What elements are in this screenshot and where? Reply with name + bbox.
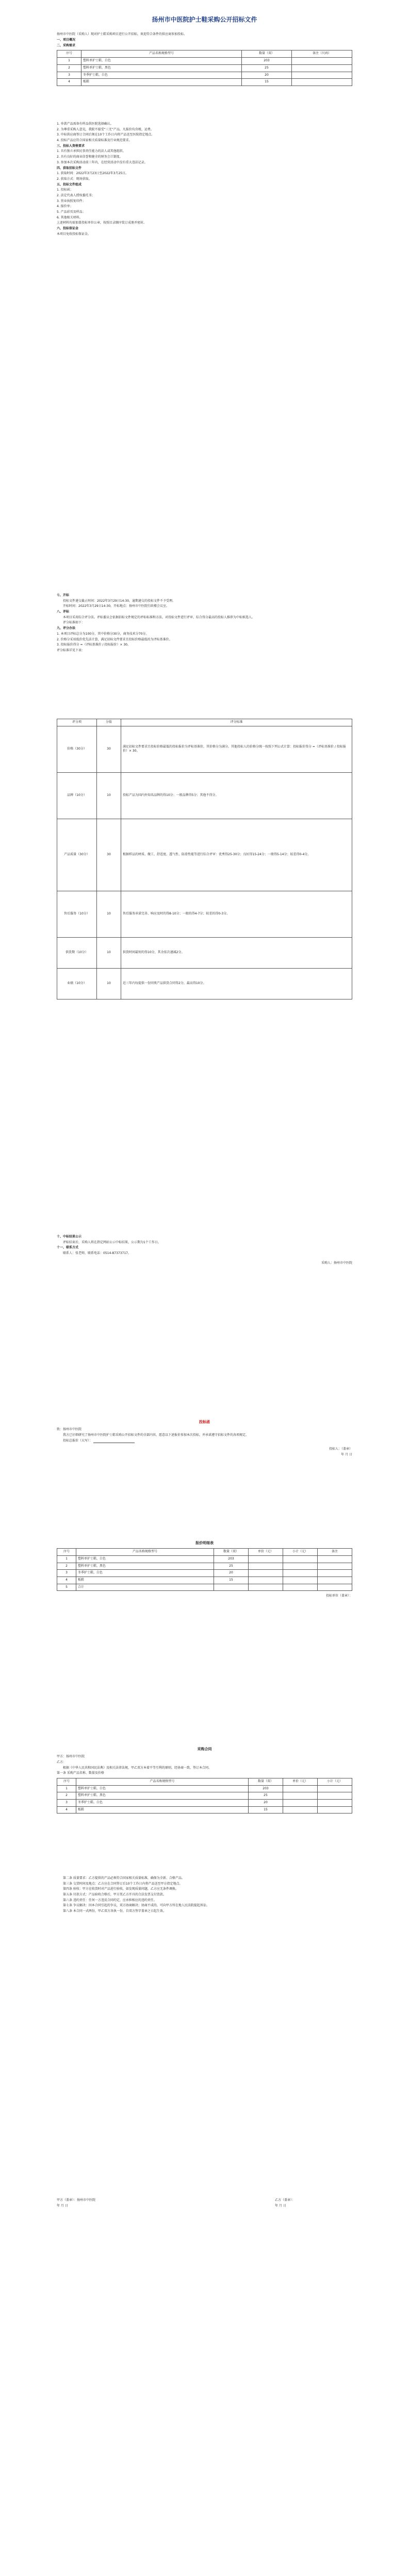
table-cell: 塑料单护士鞋，白色 [76,1555,214,1563]
table-cell: 塑料单护士鞋，黑色 [81,64,242,72]
table-row [57,968,352,999]
signature-line: 乙方（盖章）： [275,2198,296,2202]
table-header-cell: 备注 [318,1549,352,1556]
table-header-cell: 序号 [57,1778,76,1785]
signature-line: 投标单位（盖章）： [325,1594,352,1598]
table-cell: 塑料单护士鞋，白色 [76,1785,249,1792]
body-line: 根据《中华人民共和国民法典》及相关法律法规，甲乙双方本着平等互利的原则，经协商一致，签订本合同。 [63,1766,212,1770]
table-cell: 1 [57,58,81,65]
section-heading: 七、开标 [57,594,70,597]
table-cell [283,1555,318,1563]
signature-line: 甲方（盖章）：扬州市中医院 [57,2198,96,2202]
section-heading: 八、评标 [57,610,70,614]
table-cell [318,1792,352,1800]
table-header-cell: 备注（尺码） [292,50,352,58]
body-line: 评分标准详见下表： [57,648,85,652]
contract-section [0,1747,409,1814]
price-form-table [57,1548,352,1591]
table-row [57,1799,352,1806]
body-line: 1. 单款产品需备有样品供医院选择确认。 [57,122,113,126]
body-line: 第八条 本合同一式两份，甲乙双方各执一份，自双方签字盖章之日起生效。 [63,1909,166,1913]
body-line: 2. 具有良好的商业信誉和健全的财务会计制度。 [57,155,123,159]
table-cell: 供货时间最短的得10分，其余依次递减2分。 [121,937,352,968]
body-line: 开标时间：2022年3月29日14:30，开标地点：扬州市中医院行政楼会议室。 [63,604,170,608]
table-cell: 冬季护士鞋，白色 [76,1570,214,1577]
table-cell: 2 [57,1563,76,1570]
table-cell: 2 [57,64,81,72]
body-line: 上述材料均需加盖投标单位公章，按照目录顺序装订成册并密封。 [57,221,147,225]
party-a-signature [57,2197,95,2209]
table-row [57,1563,352,1570]
table-cell: 15 [214,1577,249,1584]
table-row [57,726,352,772]
body-line: 1. 获取时间：2022年3月23日至2022年3月25日。 [57,172,129,176]
requirement-table [57,50,352,86]
table-header-cell: 单价（元） [249,1549,283,1556]
table-cell: 10 [97,772,121,819]
table-cell: 满足招标文件要求且投标价格最低的投标报价为评标基准价，其价格分为满分。其他投标人的价格分统一按照下列公式计算：投标报价得分 =（评标基准价 / 投标报价）× 30。 [121,726,352,772]
body-line: 第七条 争议解决：因本合同引起的争议，双方协商解决；协商不成的，可向甲方所在地人民法院提起诉讼。 [63,1904,209,1908]
table-cell: 30 [97,819,121,891]
date-line: 年 月 日 [275,2204,286,2208]
table-row [57,1785,352,1792]
table-cell [318,1577,352,1584]
table-header-cell: 产品名称规格型号 [81,50,242,58]
table-header-row [57,1549,352,1556]
intro-line: 扬州市中医院（采购人）现对护士鞋采购项目进行公开招标，欢迎符合条件的供应商参加投标。 [57,32,187,37]
table-cell: 业绩（10分） [57,968,97,999]
table-cell [292,64,352,72]
body-line: 1. 投标函； [57,188,73,192]
body-line: 第四条 验收：甲方在收货时对产品进行验收，如发现质量问题，乙方应无条件调换。 [63,1887,178,1891]
table-header-row [57,1778,352,1785]
table-header-cell: 数量（双） [214,1549,249,1556]
table-cell: 投标产品为国内外知名品牌的得10分；一般品牌得5分；其他不得分。 [121,772,352,819]
table-cell: 20 [249,1799,283,1806]
contact-section [0,1234,409,1266]
body-line: 5. 产品彩页及样品； [57,210,86,214]
table-header-cell: 评分标准 [121,719,352,726]
table-cell: 20 [214,1570,249,1577]
table-cell [318,1806,352,1814]
table-row [57,79,352,86]
section-heading: 四、获取招标文件 [57,166,82,170]
table-cell: 4 [57,1806,76,1814]
body-line: 1. 具有独立承担民事责任能力的法人或其他组织。 [57,149,126,154]
table-row [57,58,352,65]
section-heading: 六、投标保证金 [57,227,79,231]
body-line: 4. 报价单； [57,205,73,209]
body-line [57,1439,352,1444]
table-cell [249,1577,283,1584]
table-header-cell: 小计（元） [283,1549,318,1556]
body-line: 评分标准如下： [63,621,85,625]
table-row [57,772,352,819]
table-header-cell: 小计（元） [318,1778,352,1785]
table-header-cell: 序号 [57,50,81,58]
table-cell: 3 [57,1799,76,1806]
table-row [57,64,352,72]
signature-line: 投标人：（盖章） [329,1447,352,1451]
section-heading: 五、投标文件组成 [57,182,82,187]
body-line: 2. 法定代表人授权委托书； [57,193,95,197]
body-line: 3. 中标供应商签订合同后须在10个工作日内将产品送至医院指定地点。 [57,133,155,137]
section-heading: 九、评分办法 [57,626,76,631]
body-line: 本项目采用综合评分法。评标委员会依据招标文件规定的评标标准和方法，对投标文件进行评审，综合得分最高的投标人推荐为中标候选人。 [63,615,255,619]
table-cell: 1 [57,1555,76,1563]
intro-heading: 一、项目概况 [57,38,76,42]
body-line: 第二条 质量要求：乙方提供的产品必须符合国家相关质量标准，确保为全新、合格产品。 [63,1876,185,1880]
score-section [0,719,409,999]
body-line: 2. 价格分采用低价优先法计算，满足招标文件要求且投标价格最低的为评标基准价。 [57,637,172,641]
table-row [57,1806,352,1814]
table-cell [318,1555,352,1563]
body-line: 第三条 交货时间及地点：乙方应在合同签订后10个工作日内将产品送至甲方指定地点。 [63,1882,183,1886]
table-cell: 15 [242,79,292,86]
intro-heading: 二、采购需求 [57,43,76,47]
contract-signature-section [0,2197,409,2209]
table-cell: 冬季护士鞋，白色 [76,1799,249,1806]
body-line: 致：扬州市中医院 [57,1428,82,1432]
table-cell: 5 [57,1584,76,1591]
body-line: 2. 为尊重采购人意见，我院不接受“三无”产品，凡报价均含税、运费。 [57,127,154,131]
table-cell [283,1570,318,1577]
party-b-line: 乙方： [57,1760,67,1764]
table-cell: 25 [249,1792,283,1800]
body-line: 1. 本项目评标总分为100分，其中价格分30分，商务技术分70分。 [57,632,149,636]
score-table [57,719,352,999]
table-cell: 4 [57,79,81,86]
table-cell: 203 [242,58,292,65]
table-cell: 板鞋 [76,1806,249,1814]
table-cell: 25 [242,64,292,72]
party-b-signature [275,2197,352,2209]
body-line: 第五条 付款方式：产品验收合格后，甲方凭乙方开具的合法发票支付货款。 [63,1893,166,1897]
table-header-cell: 评分项 [57,719,97,726]
price-form-section [0,1540,409,1600]
table-header-cell: 产品名称规格型号 [76,1778,249,1785]
bid-letter-section [0,1419,409,1459]
table-header-cell: 单价（元） [283,1778,318,1785]
header-section [0,15,409,86]
contract-title: 采购合同 [197,1747,212,1751]
table-header-cell: 数量（双） [249,1778,283,1785]
table-cell: 价格（30分） [57,726,97,772]
table-row [57,937,352,968]
table-cell: 3 [57,1570,76,1577]
table-header-row [57,50,352,58]
table-cell: 3 [57,72,81,79]
section-heading: 十、中标结果公示 [57,1235,82,1239]
body-line: 本项目免收投标保证金。 [57,232,91,236]
table-cell: 10 [97,968,121,999]
table-header-cell: 分值 [97,719,121,726]
table-cell: 20 [242,72,292,79]
price-form-title: 报价明细表 [195,1541,214,1545]
table-cell: 1 [57,1785,76,1792]
table-cell: 15 [249,1806,283,1814]
table-row [57,1584,352,1591]
date-line: 年 月 日 [57,2204,68,2208]
table-cell [318,1799,352,1806]
table-cell: 产品质量（30分） [57,819,97,891]
body-line: 3. 参加本次采购活动前三年内，在经营活动中没有重大违法记录。 [57,160,148,164]
table-cell: 塑料单护士鞋，黑色 [76,1563,214,1570]
amount-label: 投标总报价（大写）： [63,1438,93,1443]
table-cell: 根据样品的材质、做工、舒适度、透气性、防滑性能等进行综合评审：优秀得25-30分；良好得15-24分；一般得5-14分；较差得0-4分。 [121,819,352,891]
body-line: 联系人：张老师，联系电话：0514-87373717。 [63,1251,131,1256]
table-header-cell: 产品名称规格型号 [76,1549,214,1556]
body-line: 第六条 违约责任：任何一方违反合同约定，应承担相应的违约责任。 [63,1898,157,1902]
table-cell: 203 [214,1555,249,1563]
table-cell: 30 [97,726,121,772]
table-cell [283,1577,318,1584]
table-row [57,72,352,79]
party-a-line: 甲方：扬州市中医院 [57,1755,85,1759]
table-cell: 10 [97,937,121,968]
amount-blank [93,1439,135,1443]
table-cell: 售后服务承诺完善、响应及时的得8-10分；一般的得4-7分；较差的得0-3分。 [121,891,352,937]
table-cell: 板鞋 [76,1577,214,1584]
table-cell: 2 [57,1792,76,1800]
table-cell [283,1785,318,1792]
table-cell: 合计 [76,1584,214,1591]
evaluation-section [0,592,409,654]
table-cell: 品牌（10分） [57,772,97,819]
table-cell [249,1570,283,1577]
table-cell [318,1785,352,1792]
table-cell: 25 [214,1563,249,1570]
requirements-section [0,121,409,238]
table-cell: 供货期（10分） [57,937,97,968]
table-cell: 近三年内每提供一份同类产品供货合同得2分，最高得10分。 [121,968,352,999]
table-row [57,819,352,891]
table-cell: 塑料单护士鞋，白色 [81,58,242,65]
table-cell [318,1584,352,1591]
contract-table [57,1778,352,1814]
table-header-row [57,719,352,726]
contract-terms-section [0,1875,409,1915]
table-cell: 4 [57,1577,76,1584]
table-header-cell: 数量（双） [242,50,292,58]
table-row [57,1577,352,1584]
table-cell: 冬季护士鞋，白色 [81,72,242,79]
table-cell: 板鞋 [81,79,242,86]
table-cell: 塑料单护士鞋，黑色 [76,1792,249,1800]
body-line: 2. 获取方式：现场获取。 [57,177,92,181]
table-row [57,1792,352,1800]
table-cell [249,1563,283,1570]
body-line: 3. 投标报价得分 =（评标基准价 / 投标报价）× 30。 [57,643,130,647]
table-cell [214,1584,249,1591]
bid-letter-title: 投标函 [199,1420,210,1424]
table-header-cell: 序号 [57,1549,76,1556]
body-line: 投标文件递交截止时间：2022年3月29日14:30，逾期递交的投标文件不予受理。 [63,599,176,603]
table-row [57,1555,352,1563]
date-line: 年 月 日 [341,1452,352,1456]
table-row [57,891,352,937]
table-cell [292,72,352,79]
table-cell [283,1799,318,1806]
section-heading: 三、投标人资格要求 [57,144,85,148]
section-heading: 十一、联系方式 [57,1246,79,1250]
body-line: 第一条 采购产品名称、数量及价格 [57,1771,104,1775]
body-line: 6. 其他相关材料。 [57,215,83,219]
body-line: 4. 投标产品应符合国家相关质量标准及行业规范要求。 [57,139,132,143]
table-cell [283,1563,318,1570]
body-line: 3. 营业执照复印件； [57,199,86,203]
table-row [57,1570,352,1577]
table-cell [283,1806,318,1814]
issuer-line: 采购人：扬州市中医院 [321,1261,352,1265]
table-cell: 203 [249,1785,283,1792]
document-title: 扬州市中医院护士鞋采购公开招标文件 [152,16,257,23]
table-cell [283,1792,318,1800]
body-line: 我方已仔细研究了扬州市中医院护士鞋采购公开招标文件的全部内容，愿意以下述报价参加本次投标，并承诺遵守招标文件的各项规定。 [63,1433,249,1437]
table-cell: 售后服务（10分） [57,891,97,937]
table-cell: 10 [97,891,121,937]
table-cell [249,1584,283,1591]
table-cell [292,58,352,65]
body-line: 评标结束后，采购人将在指定网站公示中标结果，公示期为1个工作日。 [63,1240,161,1244]
table-cell [283,1584,318,1591]
table-cell [249,1555,283,1563]
table-cell [318,1570,352,1577]
table-cell [292,79,352,86]
table-cell [318,1563,352,1570]
